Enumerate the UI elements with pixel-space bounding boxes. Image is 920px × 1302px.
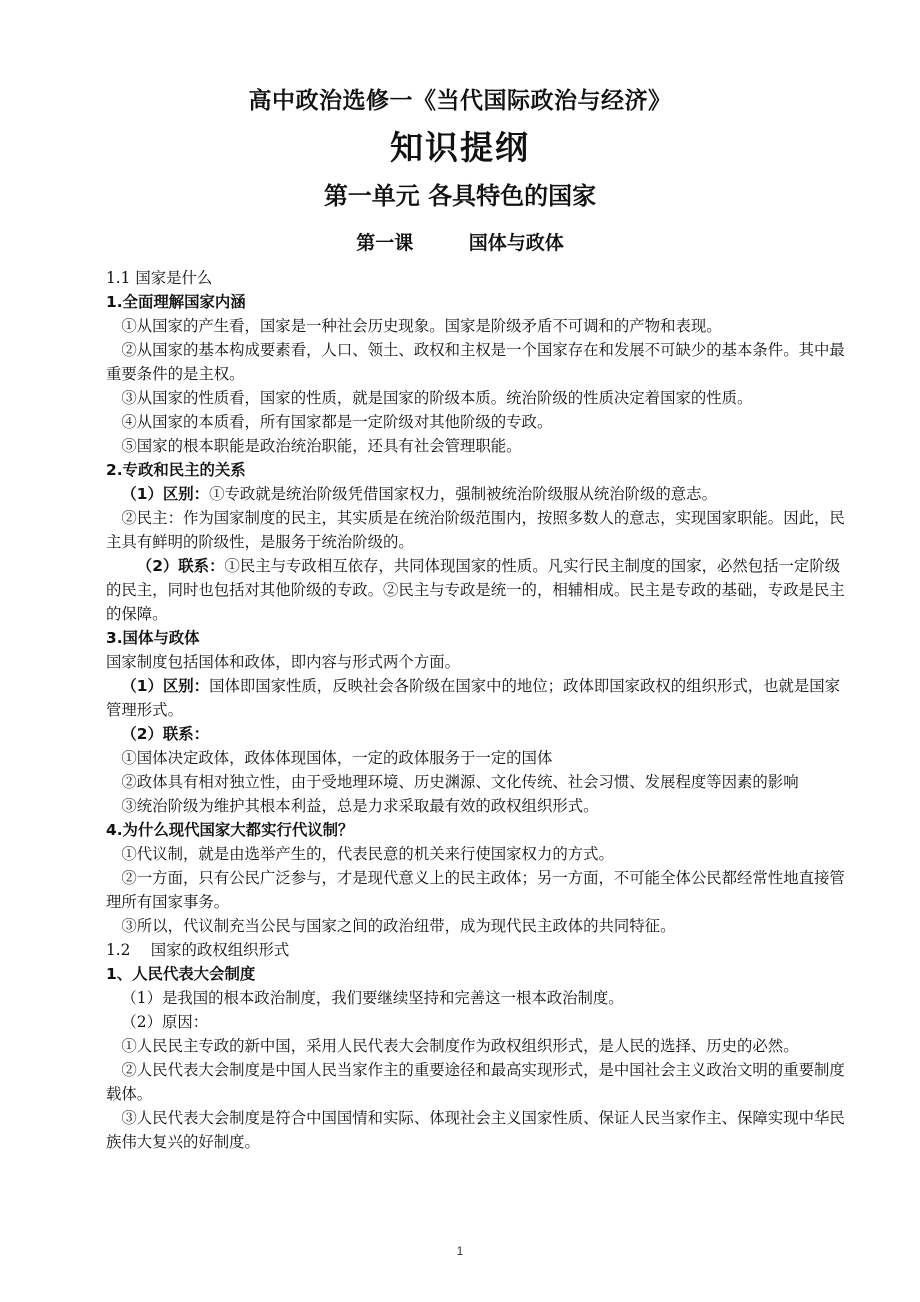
paragraph: ②人民代表大会制度是中国人民当家作主的重要途径和最高实现形式，是中国社会主义政治文明的重要制度载体。 — [106, 1061, 845, 1103]
subsection-heading: 1.全面理解国家内涵 — [106, 293, 246, 311]
paragraph-text: 国体即国家性质，反映社会各阶级在国家中的地位；政体即国家政权的组织形式，也就是国家管理形式。 — [106, 677, 841, 719]
page-number: 1 — [456, 1244, 464, 1258]
document-body — [106, 266, 852, 1154]
paragraph: ①代议制，就是由选举产生的，代表民意的机关来行使国家权力的方式。 — [121, 845, 614, 863]
paragraph — [106, 554, 852, 626]
section-heading: 1.2 国家的政权组织形式 — [106, 941, 290, 959]
paragraph: ②一方面，只有公民广泛参与，才是现代意义上的民主政体；另一方面，不可能全体公民都经常性地直接管理所有国家事务。 — [106, 869, 845, 911]
paragraph: ①人民民主专政的新中国，采用人民代表大会制度作为政权组织形式，是人民的选择、历史的必然。 — [121, 1037, 799, 1055]
paragraph — [106, 482, 852, 506]
paragraph-text: ①专政就是统治阶级凭借国家权力，强制被统治阶级服从统治阶级的意志。 — [209, 485, 717, 503]
subsection-heading: 4.为什么现代国家大都实行代议制？ — [106, 821, 354, 839]
document-subtitle: 知识提纲 — [390, 128, 530, 167]
bold-label: （1）区别： — [121, 677, 210, 695]
paragraph: ②从国家的基本构成要素看，人口、领土、政权和主权是一个国家存在和发展不可缺少的基本条件。其中最重要条件的是主权。 — [106, 341, 845, 383]
paragraph: ⑤国家的根本职能是政治统治职能，还具有社会管理职能。 — [121, 437, 522, 455]
paragraph: （1）是我国的根本政治制度，我们要继续坚持和完善这一根本政治制度。 — [121, 989, 624, 1007]
paragraph: ③所以，代议制充当公民与国家之间的政治纽带，成为现代民主政体的共同特征。 — [121, 917, 676, 935]
paragraph: （2）原因： — [121, 1013, 209, 1031]
paragraph: ③从国家的性质看，国家的性质，就是国家的阶级本质。统治阶级的性质决定着国家的性质。 — [121, 389, 753, 407]
paragraph-text: ①民主与专政相互依存，共同体现国家的性质。凡实行民主制度的国家，必然包括一定阶级的民主，同时也包括对其他阶级的专政。②民主与专政是统一的，相辅相成。民主是专政的基础，专政是民主的保障。 — [106, 557, 845, 623]
paragraph: ②民主：作为国家制度的民主，其实质是在统治阶级范围内，按照多数人的意志，实现国家职能。因此，民主具有鲜明的阶级性，是服务于统治阶级的。 — [106, 509, 845, 551]
paragraph: ③统治阶级为维护其根本利益，总是力求采取最有效的政权组织形式。 — [121, 797, 599, 815]
lesson-title: 第一课 国体与政体 — [356, 232, 564, 254]
subsection-heading: 3.国体与政体 — [106, 629, 200, 647]
paragraph: 国家制度包括国体和政体，即内容与形式两个方面。 — [106, 653, 460, 671]
bold-label: （2）联系： — [121, 725, 210, 743]
paragraph: ③人民代表大会制度是符合中国国情和实际、体现社会主义国家性质、保证人民当家作主、保障实现中华民族伟大复兴的好制度。 — [106, 1109, 845, 1151]
paragraph: ①国体决定政体，政体体现国体，一定的政体服务于一定的国体 — [121, 749, 553, 767]
document-title: 高中政治选修一《当代国际政治与经济》 — [248, 88, 672, 114]
section-heading: 1.1 国家是什么 — [106, 269, 213, 287]
subsection-heading: 1、人民代表大会制度 — [106, 965, 256, 983]
paragraph — [106, 674, 852, 722]
unit-title: 第一单元 各具特色的国家 — [323, 182, 597, 210]
subsection-heading: 2.专政和民主的关系 — [106, 461, 246, 479]
paragraph: ②政体具有相对独立性，由于受地理环境、历史渊源、文化传统、社会习惯、发展程度等因素的影响 — [121, 773, 799, 791]
bold-label: （1）区别： — [121, 485, 210, 503]
paragraph: ④从国家的本质看，所有国家都是一定阶级对其他阶级的专政。 — [121, 413, 553, 431]
paragraph: ①从国家的产生看，国家是一种社会历史现象。国家是阶级矛盾不可调和的产物和表现。 — [121, 317, 722, 335]
bold-label: （2）联系： — [136, 557, 225, 575]
